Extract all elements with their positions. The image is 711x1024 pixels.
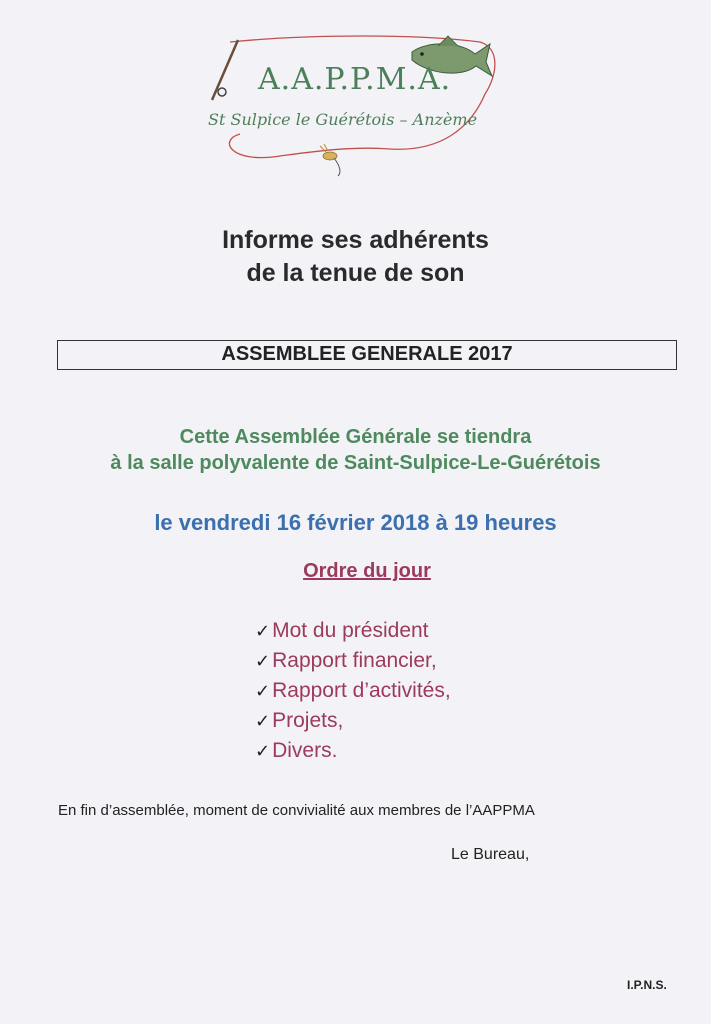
agenda-item — [255, 646, 451, 676]
agenda-item-label: Mot du président — [272, 619, 429, 642]
reel-icon — [218, 88, 226, 96]
venue-text — [0, 424, 711, 476]
checkmark-icon: ✓ — [255, 681, 271, 702]
logo-title: A.A.P.P.M.A. — [258, 62, 452, 97]
agenda-item-label: Projets, — [272, 709, 344, 732]
intro-line-2: de la tenue de son — [246, 259, 465, 287]
venue-line-2: à la salle polyvalente de Saint-Sulpice-Le-Guérétois — [110, 452, 601, 474]
agenda-item-label: Divers. — [272, 739, 338, 762]
intro-line-1: Informe ses adhérents — [222, 226, 489, 254]
agenda-item — [255, 706, 451, 736]
checkmark-icon: ✓ — [255, 621, 271, 642]
event-title: ASSEMBLEE GENERALE 2017 — [221, 343, 513, 365]
agenda-item — [255, 736, 451, 766]
checkmark-icon: ✓ — [255, 741, 271, 762]
agenda-item-label: Rapport d’activités, — [272, 679, 451, 702]
footer-ipns: I.P.N.S. — [627, 978, 667, 992]
agenda-item-label: Rapport financier, — [272, 649, 437, 672]
agenda-title: Ordre du jour — [303, 560, 431, 582]
logo-graphic — [200, 34, 500, 184]
checkmark-icon: ✓ — [255, 651, 271, 672]
checkmark-icon: ✓ — [255, 711, 271, 732]
logo — [200, 34, 500, 184]
agenda-item — [255, 616, 451, 646]
logo-subtitle: St Sulpice le Guérétois – Anzème — [208, 110, 478, 129]
event-title-box — [57, 340, 677, 370]
agenda-list — [255, 616, 451, 766]
fishing-rod — [212, 40, 238, 100]
venue-line-1: Cette Assemblée Générale se tiendra — [179, 426, 532, 448]
event-date: le vendredi 16 février 2018 à 19 heures — [154, 510, 557, 535]
agenda-item — [255, 676, 451, 706]
intro-text — [0, 224, 711, 290]
closing-note: En fin d’assemblée, moment de convivialité aux membres de l’AAPPMA — [58, 802, 535, 819]
signature: Le Bureau, — [451, 846, 530, 863]
